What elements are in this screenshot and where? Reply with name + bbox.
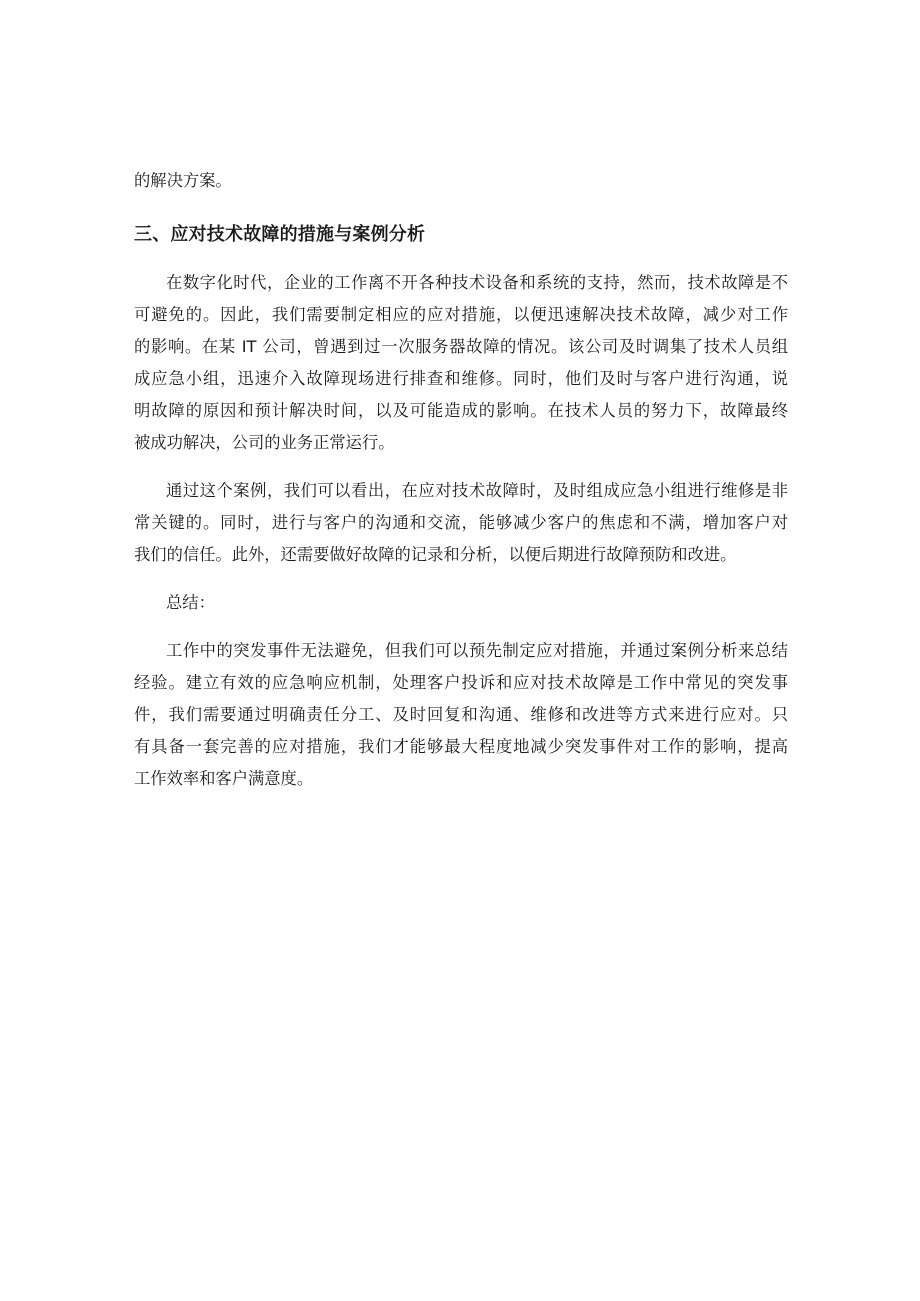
paragraph-line: 工作效率和客户满意度。 bbox=[134, 769, 314, 788]
paragraph-tech-fault-measures bbox=[134, 267, 788, 459]
paragraph-line: 件，我们需要通过明确责任分工、及时回复和沟通、维修和改进等方式来进行应对。只 bbox=[134, 705, 788, 724]
document-body bbox=[134, 165, 788, 811]
paragraph-case-lessons bbox=[134, 475, 788, 571]
summary-label: 总结： bbox=[166, 593, 215, 612]
paragraph-line: 明故障的原因和预计解决时间，以及可能造成的影响。在技术人员的努力下，故障最终 bbox=[134, 401, 788, 420]
paragraph-line: 常关键的。同时，进行与客户的沟通和交流，能够减少客户的焦虑和不满，增加客户对 bbox=[134, 513, 788, 532]
paragraph-line: 可避免的。因此，我们需要制定相应的应对措施，以便迅速解决技术故障，减少对工作 bbox=[134, 305, 788, 324]
paragraph-line: 工作中的突发事件无法避免，但我们可以预先制定应对措施，并通过案例分析来总结 bbox=[166, 641, 788, 660]
paragraph-summary bbox=[134, 635, 788, 795]
paragraph-line: 成应急小组，迅速介入故障现场进行排查和维修。同时，他们及时与客户进行沟通，说 bbox=[134, 369, 788, 388]
paragraph-line: 的影响。在某 IT 公司，曾遇到过一次服务器故障的情况。该公司及时调集了技术人员组 bbox=[134, 337, 788, 356]
paragraph-line: 在数字化时代，企业的工作离不开各种技术设备和系统的支持，然而，技术故障是不 bbox=[166, 273, 788, 292]
paragraph-line: 我们的信任。此外，还需要做好故障的记录和分析，以便后期进行故障预防和改进。 bbox=[134, 545, 737, 564]
paragraph-line: 被成功解决，公司的业务正常运行。 bbox=[134, 433, 395, 452]
paragraph-line: 经验。建立有效的应急响应机制，处理客户投诉和应对技术故障是工作中常见的突发事 bbox=[134, 673, 788, 692]
summary-label-paragraph bbox=[134, 587, 788, 619]
carryover-paragraph bbox=[134, 165, 788, 197]
section-heading: 三、应对技术故障的措施与案例分析 bbox=[134, 224, 426, 245]
paragraph-line: 的解决方案。 bbox=[134, 171, 232, 190]
paragraph-line: 通过这个案例，我们可以看出，在应对技术故障时，及时组成应急小组进行维修是非 bbox=[166, 481, 788, 500]
paragraph-line: 有具备一套完善的应对措施，我们才能够最大程度地减少突发事件对工作的影响，提高 bbox=[134, 737, 788, 756]
